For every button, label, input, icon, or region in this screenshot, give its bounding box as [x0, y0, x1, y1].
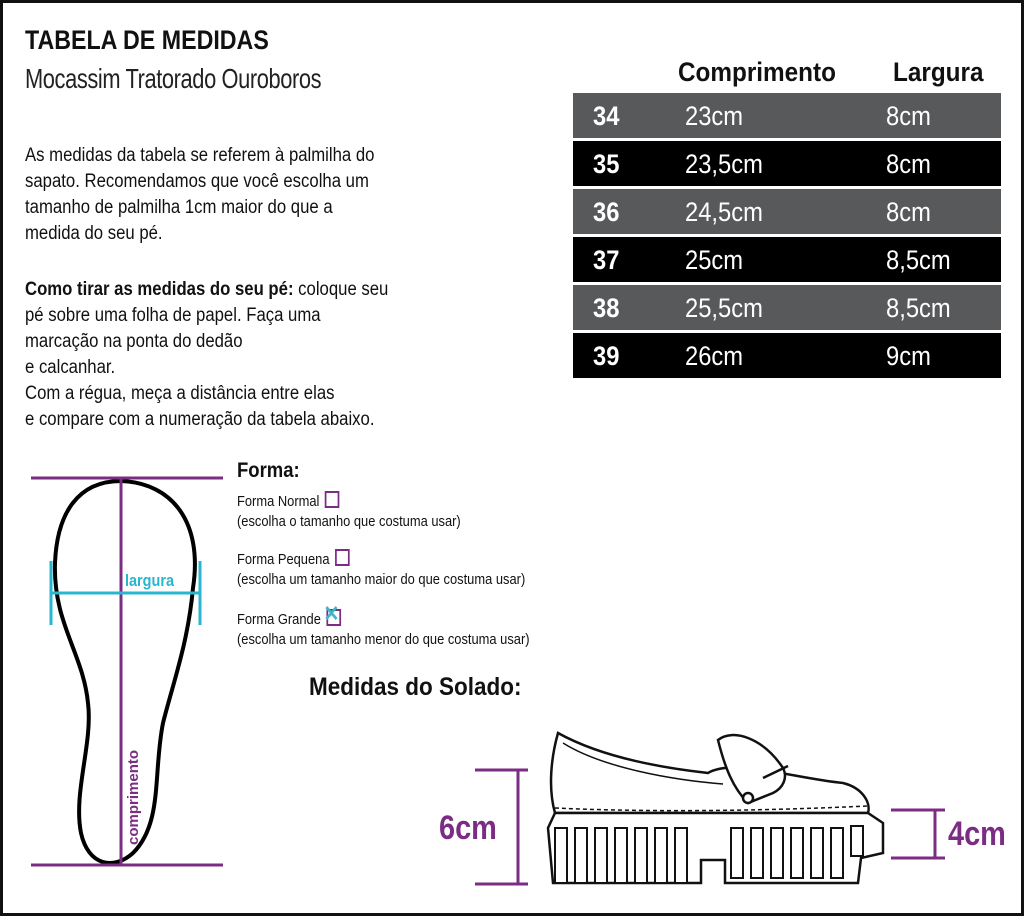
shoe-diagram — [463, 718, 1013, 898]
comprimento-cell: 24,5cm — [685, 197, 763, 227]
solado-title: Medidas do Solado: — [309, 673, 522, 701]
comprimento-cell: 26cm — [685, 341, 744, 371]
forma-option-grande — [237, 601, 530, 650]
total-height-label: 6cm — [439, 809, 497, 847]
checkbox-icon — [325, 491, 340, 508]
comprimento-cell: 25,5cm — [685, 293, 763, 323]
howto-line: e compare com a numeração da tabela abaixo. — [25, 409, 375, 430]
largura-cell: 8,5cm — [886, 293, 951, 323]
comprimento-cell: 25cm — [685, 245, 744, 275]
howto-line: pé sobre uma folha de papel. Faça uma — [25, 305, 321, 326]
table-row — [573, 285, 1001, 330]
forma-option-normal — [237, 491, 461, 532]
forma-option-note: (escolha um tamanho menor do que costuma usar) — [237, 631, 530, 648]
forma-option-label: Forma Pequena — [237, 551, 330, 568]
howto-line: e calcanhar. — [25, 357, 116, 378]
howto-heading: Como tirar as medidas do seu pé: — [25, 279, 294, 300]
table-row — [573, 189, 1001, 234]
largura-label: largura — [125, 571, 174, 590]
size-cell: 34 — [593, 101, 620, 131]
forma-option-pequena — [237, 549, 525, 590]
insole-diagram — [3, 3, 243, 913]
size-cell: 38 — [593, 293, 620, 323]
table-row — [573, 141, 1001, 186]
sole-height-marker — [891, 810, 945, 858]
size-cell: 35 — [593, 149, 620, 179]
forma-title: Forma: — [237, 459, 300, 482]
checkbox-icon — [335, 549, 350, 566]
intro-line: tamanho de palmilha 1cm maior do que a — [25, 197, 333, 218]
sole-height-label: 4cm — [948, 815, 1006, 853]
intro-line: As medidas da tabela se referem à palmilha do — [25, 145, 375, 166]
howto-line: Com a régua, meça a distância entre elas — [25, 383, 335, 404]
comprimento-cell: 23,5cm — [685, 149, 763, 179]
table-row — [573, 93, 1001, 138]
largura-cell: 9cm — [886, 341, 931, 371]
largura-cell: 8cm — [886, 101, 931, 131]
forma-option-note: (escolha o tamanho que costuma usar) — [237, 513, 461, 530]
howto-first-rest: coloque seu — [293, 279, 389, 300]
product-name: Mocassim Tratorado Ouroboros — [25, 63, 322, 94]
table-row — [573, 333, 1001, 378]
column-header-comprimento: Comprimento — [678, 57, 836, 87]
largura-cell: 8cm — [886, 197, 931, 227]
loafer-shoe-icon — [548, 733, 883, 883]
size-cell: 39 — [593, 341, 620, 371]
column-header-largura: Largura — [893, 57, 984, 87]
howto-line: marcação na ponta do dedão — [25, 331, 243, 352]
size-chart-frame: TABELA DE MEDIDAS Mocassim Tratorado Ouroboros As medidas da tabela se referem à palmilha do sapato. Recomendamos que você escolha um tamanho de palmilha 1cm maior do que a medida do seu pé. Como tirar as medidas do seu pé: coloque seu pé sobre uma folha de papel. Faça uma marcação na ponta do dedão e calcanhar. Com a régua, meça a distância entre elas e compare com a numeração da tabela abaixo. Comprimento Largura 34 23cm 8cm 35 23,5cm 8cm 36 24,5cm 8cm 37 25cm 8,5cm 38 25,5cm 8,5cm 39 26cm 9cm largura comprimento Forma: Forma Normal (escolha o tamanho que costuma usar) Forma Pequena (escolha um tamanho maior do que costuma usar) Forma Grande ✕ (escolha um tamanho menor do que costuma usar) Medidas do Solado: 6cm 4cm — [0, 0, 1024, 916]
forma-option-label: Forma Normal — [237, 493, 320, 510]
largura-cell: 8,5cm — [886, 245, 951, 275]
intro-line: medida do seu pé. — [25, 223, 163, 244]
checkbox-icon — [323, 601, 341, 626]
table-row — [573, 237, 1001, 282]
page-title: TABELA DE MEDIDAS — [25, 25, 269, 55]
size-cell: 37 — [593, 245, 620, 275]
forma-option-note: (escolha um tamanho maior do que costuma usar) — [237, 571, 526, 588]
comprimento-cell: 23cm — [685, 101, 744, 131]
intro-line: sapato. Recomendamos que você escolha um — [25, 171, 369, 192]
x-mark-icon: ✕ — [323, 601, 340, 626]
size-cell: 36 — [593, 197, 620, 227]
forma-option-label: Forma Grande — [237, 611, 321, 628]
largura-cell: 8cm — [886, 149, 931, 179]
